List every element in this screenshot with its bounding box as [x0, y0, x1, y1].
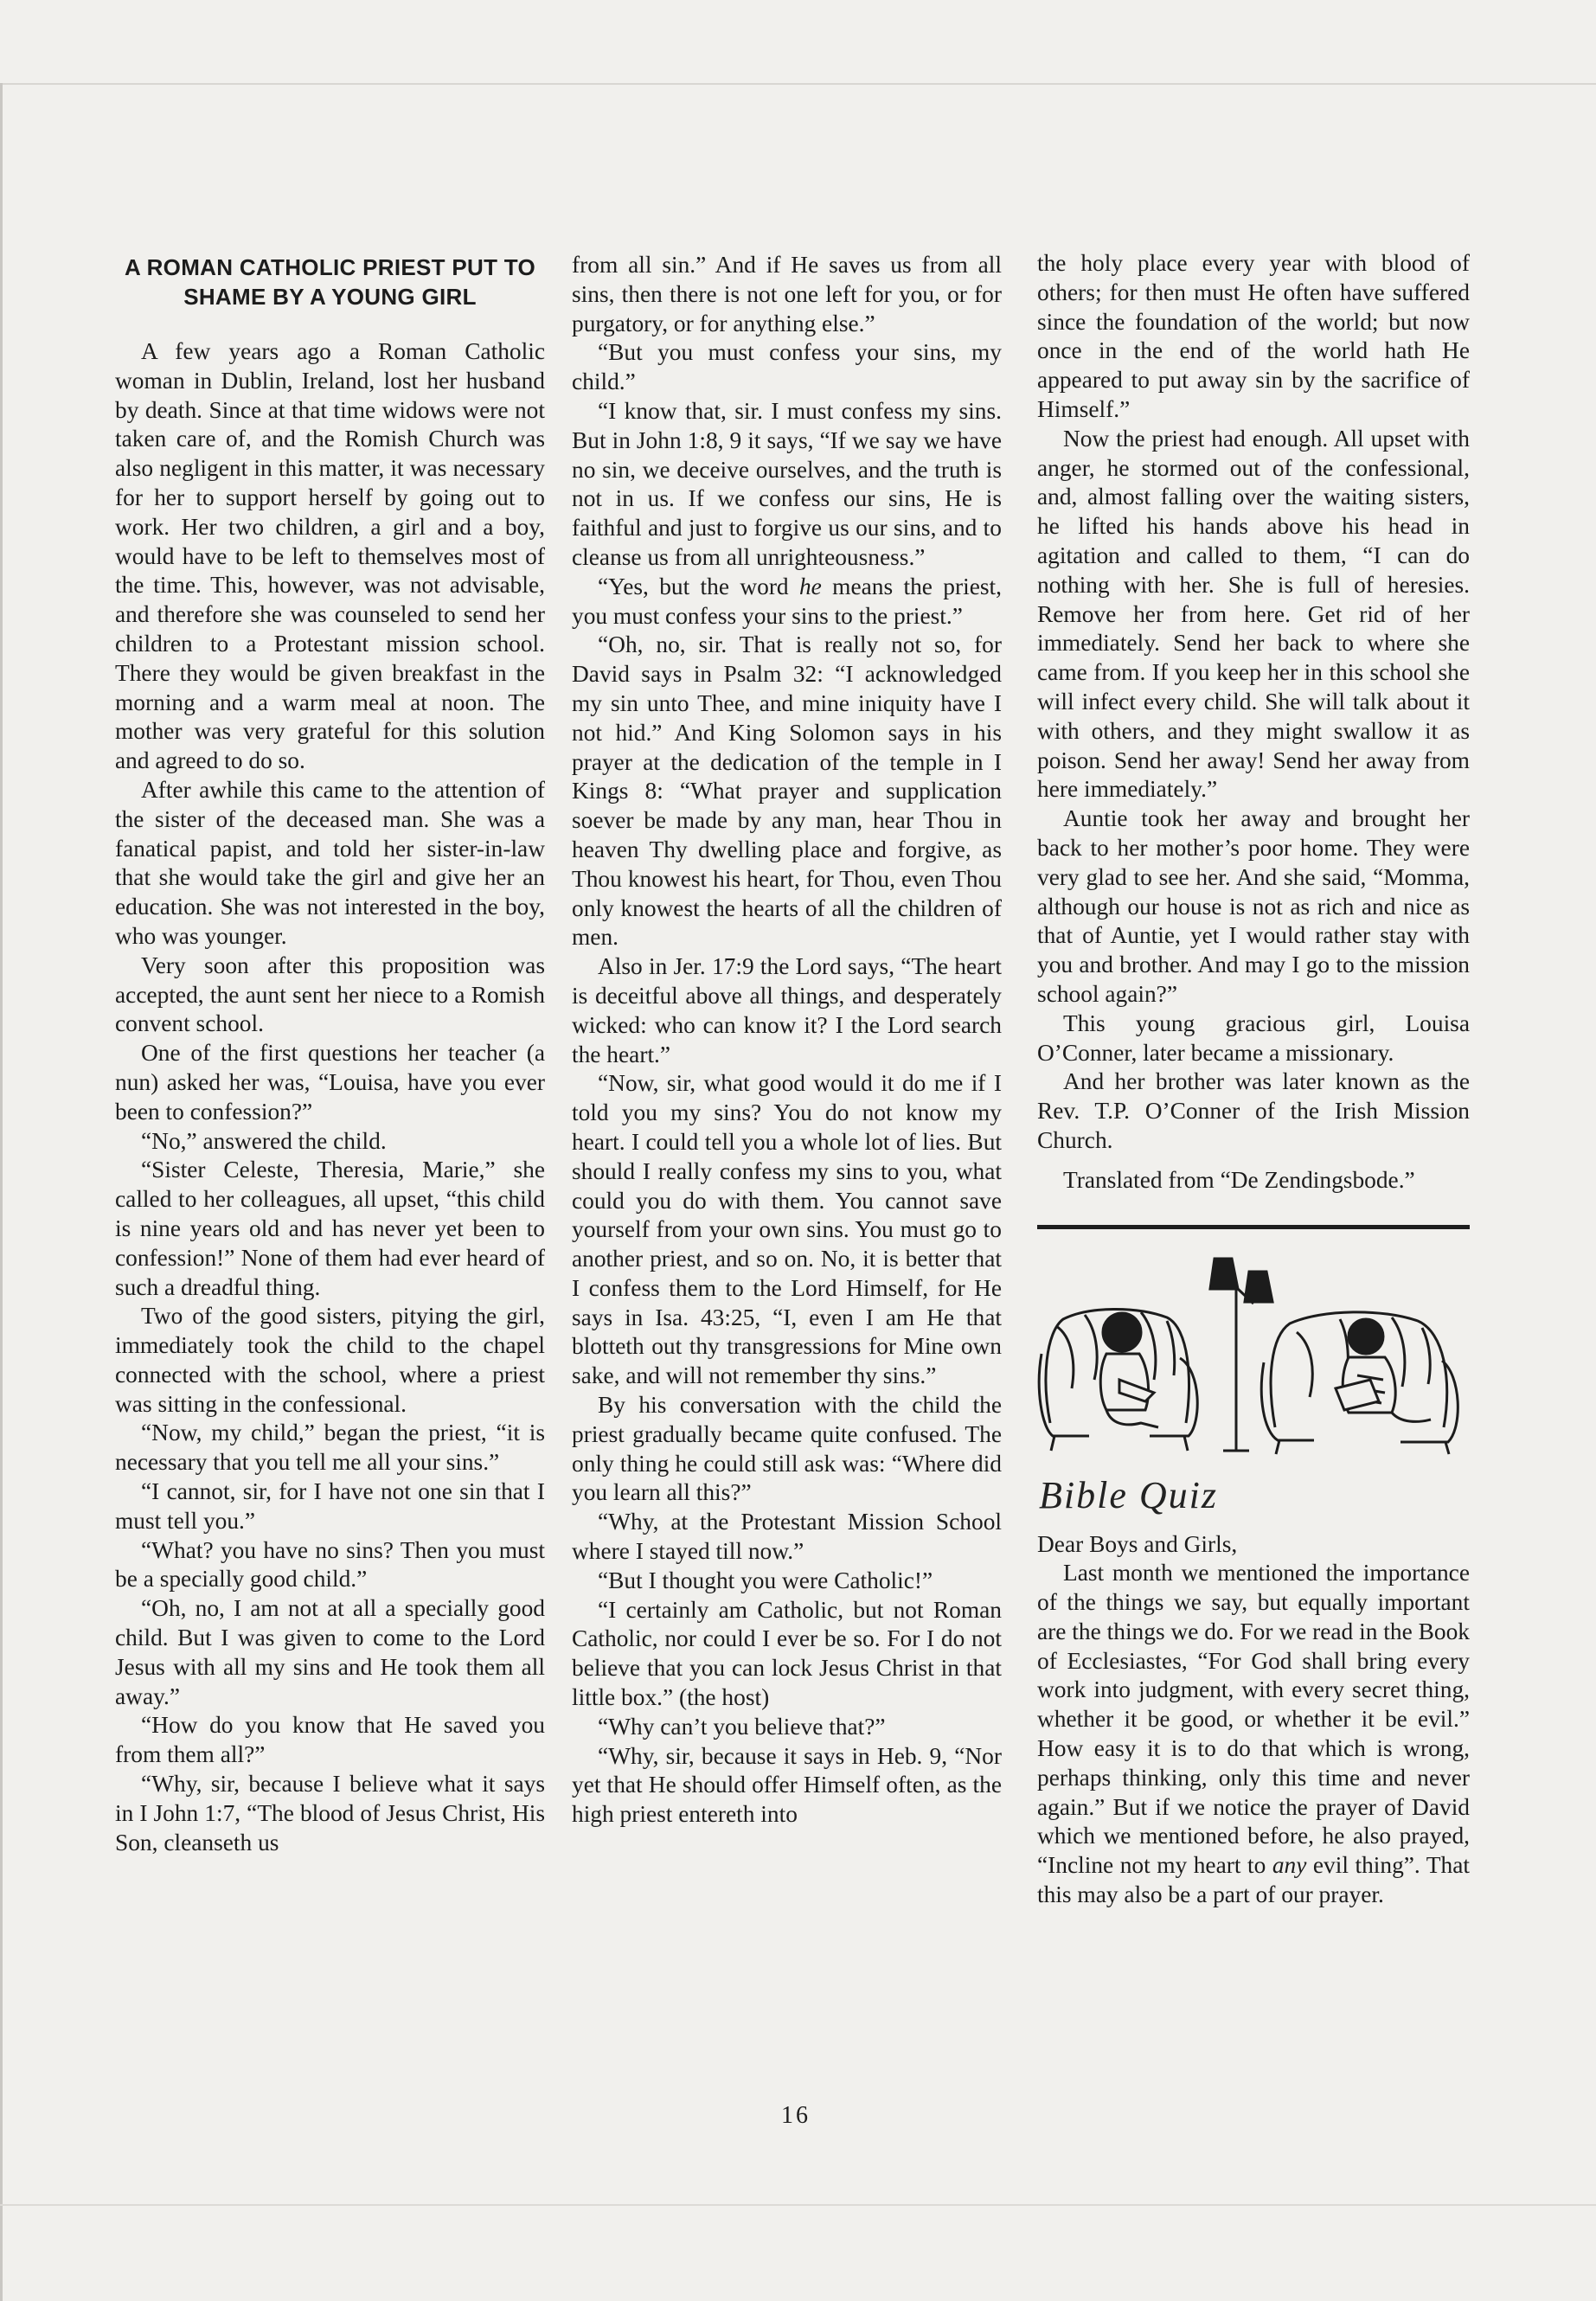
paragraph: “Why, sir, because it says in Heb. 9, “Nor yet that He should offer Himself often, as the high priest entereth into: [572, 1742, 1002, 1828]
text-run: “Yes, but the word: [598, 573, 799, 599]
paragraph: “Now, sir, what good would it do me if I told you my sins? You do not know my heart. I could tell you a whole lot of lies. But should I really confess my sins to you, what could you do with them. You cannot save yourself from your own sins. You must go to another priest, and so on. No, it is better that I confess them to the Lord Himself, for He says in Isa. 43:25, “I, even I am He that blotteth out thy transgressions for Mine own sake, and will not remember thy sins.”: [572, 1070, 1002, 1389]
children-reading-illustration: [1037, 1250, 1470, 1458]
paragraph: “I know that, sir. I must confess my sins. But in John 1:8, 9 it says, “If we say we have no sin, we deceive ourselves, and the truth is not in us. If we confess our sins, He is faithful and just to forgive us our sins, and to cleanse us from all unrighteousness.”: [572, 397, 1002, 570]
paragraph: By his conversation with the child the priest gradually became quite confused. The only thing he could still ask was: “Where did you learn all this?”: [572, 1392, 1002, 1506]
column-2: [572, 251, 1002, 1830]
paragraph: “Why, at the Protestant Mission School where I stayed till now.”: [572, 1509, 1002, 1565]
paragraph: “What? you have no sins? Then you must be a specially good child.”: [115, 1536, 545, 1593]
paragraph: Also in Jer. 17:9 the Lord says, “The heart is deceitful above all things, and desperately wicked: who can know it? I the Lord search the heart.”: [572, 953, 1002, 1067]
paragraph: “I certainly am Catholic, but not Roman Catholic, nor could I ever be so. For I do not believe that you can lock Jesus Christ in that little box.” (the host): [572, 1596, 1002, 1711]
column-3: [1037, 249, 1470, 1910]
paragraph: A few years ago a Roman Catholic woman in Dublin, Ireland, lost her husband by death. Since at that time widows were not taken care of, and the Romish Church was also negligent in this matter, it was necessary for her to support herself by going out to work. Her two children, a girl and a boy, would have to be left to themselves most of the time. This, however, was not advisable, and therefore she was counseled to send her children to a Protestant mission school. There they would be given breakfast in the morning and a warm meal at noon. The mother was very grateful for this solution and agreed to do so.: [115, 338, 545, 774]
paragraph: “How do you know that He saved you from them all?”: [115, 1712, 545, 1768]
paragraph: Auntie took her away and brought her back to her mother’s poor home. They were very glad to see her. And she said, “Momma, although our house is not as rich and nice as that of Auntie, yet I would rather stay with you and brother. And may I go to the mission school again?”: [1037, 805, 1470, 1007]
paragraph: “But you must confess your sins, my child.”: [572, 339, 1002, 395]
page-edge-top: [0, 83, 1596, 85]
text-run: means the priest, you must confess your sins to the priest.”: [572, 573, 1002, 629]
paragraph: And her brother was later known as the Rev. T.P. O’Conner of the Irish Mission Church.: [1037, 1068, 1470, 1153]
text-run: evil thing”. That this may also be a part of our prayer.: [1037, 1852, 1470, 1908]
paragraph: “Oh, no, sir. That is really not so, for David says in Psalm 32: “I acknowledged my sin unto Thee, and mine iniquity have I not hid.” And King Solomon says in his prayer at the dedication of the temple in I Kings 8: “What prayer and supplication soever be made by any man, hear Thou in heaven Thy dwelling place and forgive, as Thou knowest his heart, for Thou, even Thou only knowest the hearts of all the children of men.: [572, 631, 1002, 951]
paragraph: “Why, sir, because I believe what it says in I John 1:7, “The blood of Jesus Christ, His Son, cleanseth us: [115, 1771, 545, 1856]
paragraph: “Now, my child,” began the priest, “it is necessary that you tell me all your sins.”: [115, 1420, 545, 1476]
emphasis-he: he: [798, 573, 822, 599]
paragraph-continued: from all sin.” And if He saves us from all sins, then there is not one left for you, or for purgatory, or for anything else.”: [572, 252, 1002, 336]
paragraph: Two of the good sisters, pitying the girl, immediately took the child to the chapel connected with the school, where a priest was sitting in the confessional.: [115, 1303, 545, 1417]
paragraph: “Oh, no, I am not at all a specially good child. But I was given to come to the Lord Jesus with all my sins and He took them all away.”: [115, 1595, 545, 1709]
emphasis-any: any: [1272, 1852, 1307, 1879]
page-edge-bottom: [0, 2204, 1596, 2206]
page-edge-left: [0, 83, 3, 2301]
bible-quiz-title: Bible Quiz: [1039, 1473, 1218, 1516]
paragraph: “But I thought you were Catholic!”: [598, 1567, 933, 1593]
paragraph: “Sister Celeste, Theresia, Marie,” she called to her colleagues, all upset, “this child is nine years old and has never yet been to confession!” None of them had ever heard of such a dreadful thing.: [115, 1157, 545, 1300]
paragraph-continued: the holy place every year with blood of others; for then must He often have suffered since the foundation of the world; but now once in the end of the world hath He appeared to put away sin by the sacrifice of Himself.”: [1037, 250, 1470, 422]
column-1: [115, 249, 545, 1857]
translation-credit: Translated from “De Zendingsbode.”: [1063, 1166, 1415, 1193]
paragraph: After awhile this came to the attention of the sister of the deceased man. She was a fanatical papist, and told her sister-in-law that she would take the girl and give her an education. She was not interested in the boy, who was younger.: [115, 776, 545, 949]
section-divider: [1037, 1225, 1470, 1229]
paragraph: Very soon after this proposition was accepted, the aunt sent her niece to a Romish convent school.: [115, 952, 545, 1037]
text-run: Last month we mentioned the importance of the things we say, but equally important are the things we do. For we read in the Book of Ecclesiastes, “For God shall bring every work into judgment, with every secret thing, whether it be good, or whether it be evil.” How easy it is to do that which is wrong, perhaps thinking, only this time and never again.” But if we notice the prayer of David which we mentioned before, he also prayed, “Incline not my heart to: [1037, 1560, 1470, 1879]
paragraph: “No,” answered the child.: [141, 1127, 387, 1154]
paragraph: “Why can’t you believe that?”: [598, 1713, 886, 1740]
paragraph-he: [572, 573, 1002, 631]
quiz-body: [1037, 1559, 1470, 1910]
paragraph: This young gracious girl, Louisa O’Conner, later became a missionary.: [1037, 1009, 1470, 1066]
paragraph: One of the first questions her teacher (a nun) asked her was, “Louisa, have you ever been to confession?”: [115, 1040, 545, 1125]
quiz-salutation: Dear Boys and Girls,: [1037, 1530, 1238, 1557]
paragraph: “I cannot, sir, for I have not one sin that I must tell you.”: [115, 1478, 545, 1534]
page-number: 16: [781, 2102, 811, 2129]
paragraph: Now the priest had enough. All upset with anger, he stormed out of the confessional, and, almost falling over the waiting sisters, he lifted his hands above his head in agitation and called to them, “I can do nothing with her. She is full of heresies. Remove her from here. Get rid of her immediately. Send her back to where she came from. If you keep her in this school she will infect every child. She will talk about it with others, and they might swallow it as poison. Send her away! Send her away from here immediately.”: [1037, 425, 1470, 803]
article-headline: A ROMAN CATHOLIC PRIEST PUT TO SHAME BY A YOUNG GIRL: [124, 254, 536, 310]
